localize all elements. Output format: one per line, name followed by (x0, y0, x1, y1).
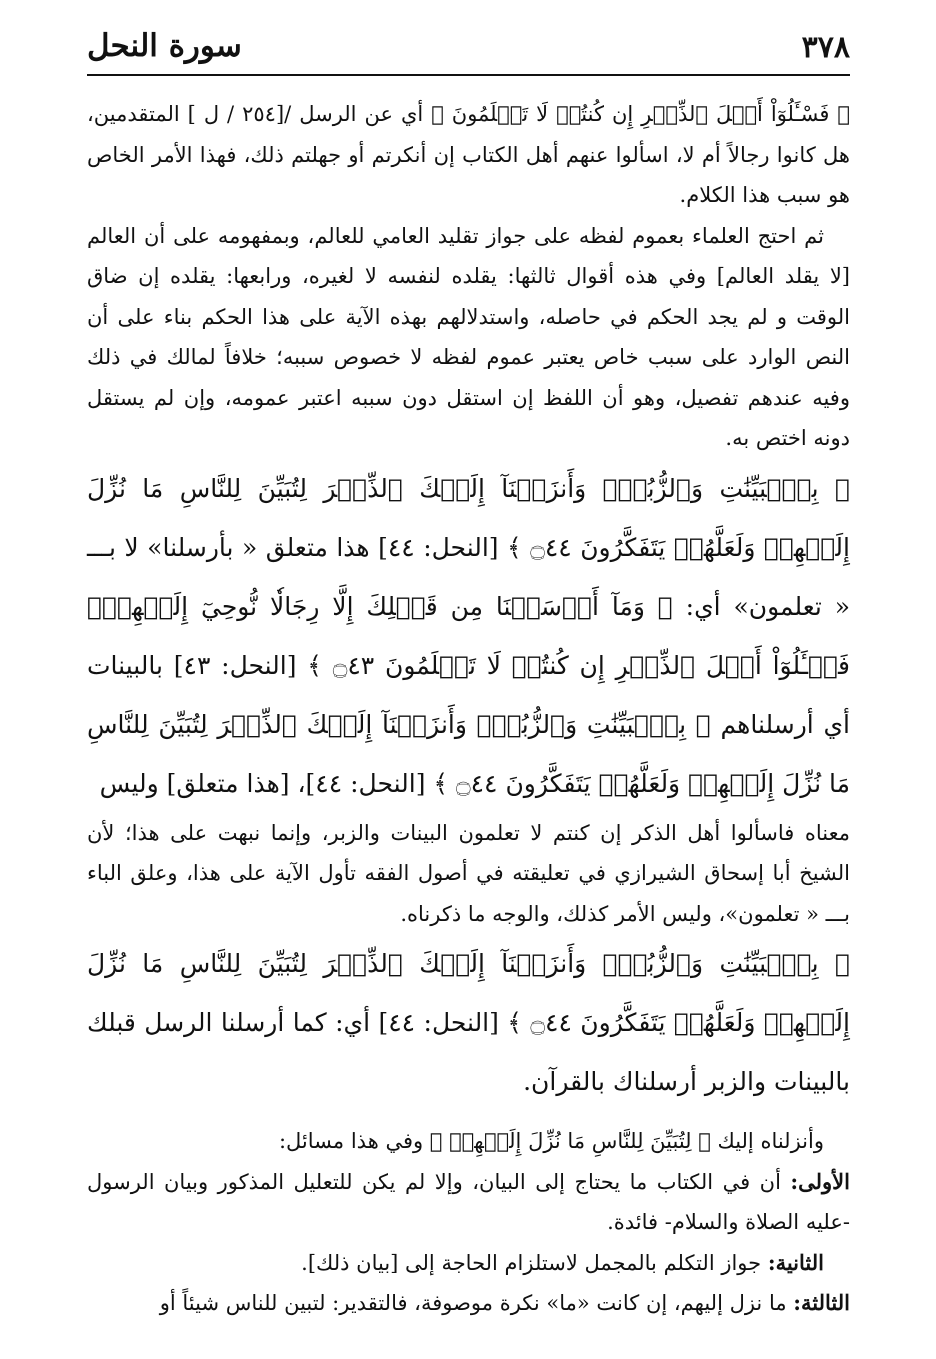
issue-label-third: الثالثة: (793, 1290, 850, 1315)
paragraph-4: معناه فاسألوا أهل الذكر إن كنتم لا تعلمون البينات والزبر، وإنما نبهت على هذا؛ لأن الشيخ أبا إسحاق الشيرازي في تعليقته في أصول الفقه تأول الآية على هذا، وعلق الباء بـــ « تعلمون»، وليس الأمر كذلك، والوجه ما ذكرناه. (87, 820, 850, 926)
paragraph-second-issue (87, 1243, 850, 1284)
page-header (87, 24, 850, 76)
page-number: ٣٧٨ (801, 30, 850, 65)
issue-label-second: الثانية: (767, 1249, 824, 1275)
page-body (87, 94, 850, 1324)
issue-text-first: أن في الكتاب ما يحتاج إلى البيان، وإلا لم يكن للتعليل المذكور وبيان الرسول -عليه الصلاة والسلام- فائدة. (87, 1169, 850, 1234)
quran-passage-2: ﴿ بِٱلۡبَيِّنَٰتِ وَٱلزُّبُرِۗ وَأَنزَلۡنَآ إِلَيۡكَ ٱلذِّكۡرَ لِتُبَيِّنَ لِلنَّاسِ مَا نُزِّلَ إِلَيۡهِمۡ وَلَعَلَّهُمۡ يَتَفَكَّرُونَ ۝٤٤ ﴾ [النحل: ٤٤] أي: كما أرسلنا الرسل قبلك بالبينات والزبر أرسلناك بالقرآن. (87, 949, 850, 1096)
issue-text-second: جواز التكلم بالمجمل لاستلزام الحاجة إلى [بيان ذلك]. (301, 1250, 768, 1275)
issue-label-first: الأولى: (790, 1168, 850, 1194)
paragraph-first-issue (87, 1162, 850, 1243)
paragraph-third-issue (87, 1283, 850, 1324)
paragraph-1: ﴿ فَسْـَٔلُوٓاْ أَهۡلَ ٱلذِّكۡرِ إِن كُنتُمۡ لَا تَعۡلَمُونَ ﴾ أي عن الرسل /[٢٥٤ / ل ] المتقدمين، هل كانوا رجالاً أم لا، اسألوا عنهم أهل الكتاب إن أنكرتم أو جهلتم ذلك، فهذا الأمر الخاص هو سبب هذا الكلام. (87, 102, 850, 207)
paragraph-6: وأنزلناه إليك ﴿ لِتُبَيِّنَ لِلنَّاسِ مَا نُزِّلَ إِلَيۡهِمۡ ﴾ وفي هذا مسائل: (278, 1129, 824, 1153)
quran-passage-1: ﴿ بِٱلۡبَيِّنَٰتِ وَٱلزُّبُرِۗ وَأَنزَلۡنَآ إِلَيۡكَ ٱلذِّكۡرَ لِتُبَيِّنَ لِلنَّاسِ مَا نُزِّلَ إِلَيۡهِمۡ وَلَعَلَّهُمۡ يَتَفَكَّرُونَ ۝٤٤ ﴾ [النحل: ٤٤] هذا متعلق « بأرسلنا» لا بـــ « تعلمون» أي: ﴿ وَمَآ أَرۡسَلۡنَا مِن قَبۡلِكَ إِلَّا رِجَالٗا نُّوحِيٓ إِلَيۡهِمۡۖ فَسۡـَٔلُوٓاْ أَهۡلَ ٱلذِّكۡرِ إِن كُنتُمۡ لَا تَعۡلَمُونَ ۝٤٣ ﴾ [النحل: ٤٣] بالبينات أي أرسلناهم ﴿ بِٱلۡبَيِّنَٰتِ وَٱلزُّبُرِۗ وَأَنزَلۡنَآ إِلَيۡكَ ٱلذِّكۡرَ لِتُبَيِّنَ لِلنَّاسِ مَا نُزِّلَ إِلَيۡهِمۡ وَلَعَلَّهُمۡ يَتَفَكَّرُونَ ۝٤٤ ﴾ [النحل: ٤٤]، [هذا متعلق] وليس (87, 473, 850, 798)
paragraph-2: ثم احتج العلماء بعموم لفظه على جواز تقليد العامي للعالم، وبمفهومه على أن العالم [لا يقلد العالم] وفي هذه أقوال ثالثها: يقلده لنفسه لا لغيره، ورابعها: يقلده إن ضاق الوقت و لم يجد الحكم في حاصله، واستدلالهم بهذه الآية على هذا الحكم بناء على أن النص الوارد على سبب خاص يعتبر عموم لفظه لا خصوص سببه؛ خلافاً لمالك في ذلك وفيه عندهم تفصيل، وهو أن اللفظ إن استقل دون سببه اعتبر عمومه، وإن لم يستقل دونه اختص به. (87, 223, 850, 450)
issue-text-third: ما نزل إليهم، إن كانت «ما» نكرة موصوفة، فالتقدير: لتبين للناس شيئاً أو (159, 1291, 794, 1315)
surah-title: سورة النحل (87, 28, 242, 64)
